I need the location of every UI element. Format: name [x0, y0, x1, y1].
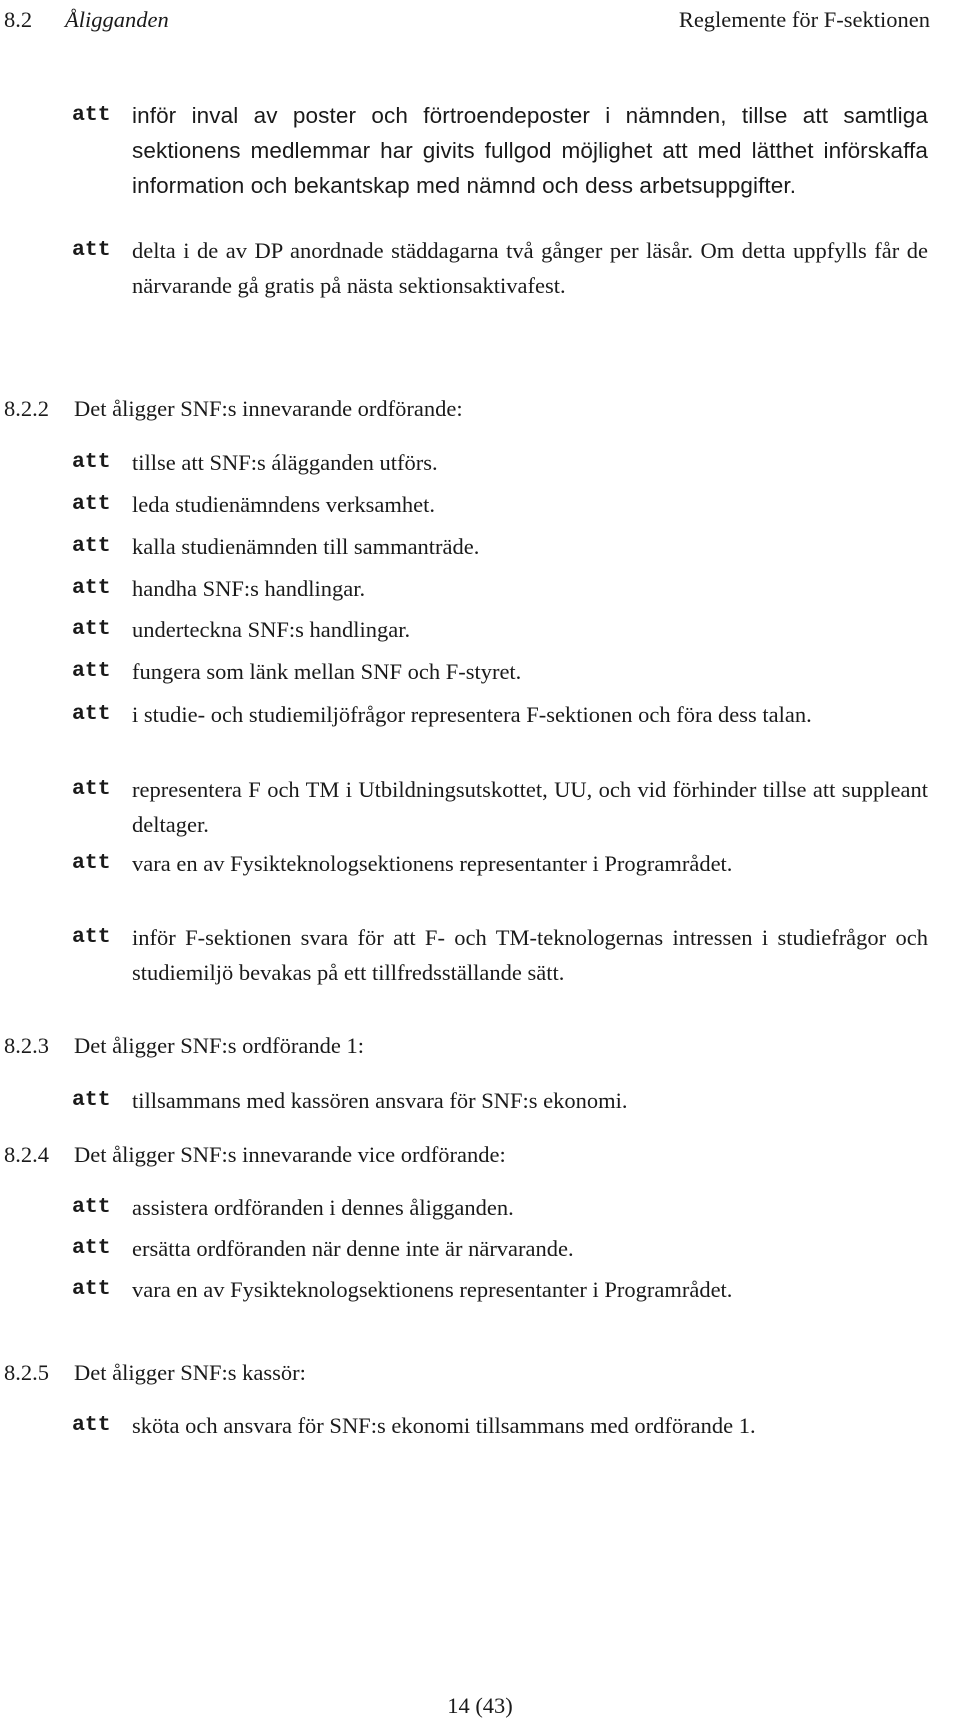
section-number: 8.2.4	[4, 1142, 49, 1167]
page-number: 14 (43)	[447, 1693, 513, 1718]
list-item-text: kalla studienämnden till sammanträde.	[132, 534, 480, 559]
header-document-title: Reglemente för F-sektionen	[678, 7, 930, 32]
list-item-text: inför inval av poster och förtroendeposter i nämnden, tillse att samtliga sektionens medlemmar har givits fullgod möjlighet att med lätthet införskaffa information och bekantskap med nämnd och dess arbetsuppgifter.	[132, 103, 928, 198]
section-title: Det åligger SNF:s kassör:	[74, 1360, 306, 1385]
att-keyword: att	[72, 659, 111, 683]
att-keyword: att	[72, 1088, 111, 1112]
list-item-text: vara en av Fysikteknologsektionens representanter i Programrådet.	[132, 1277, 733, 1302]
list-item-text: vara en av Fysikteknologsektionens representanter i Programrådet.	[132, 851, 733, 876]
list-item-text: sköta och ansvara för SNF:s ekonomi tillsammans med ordförande 1.	[132, 1413, 756, 1438]
list-item-text: delta i de av DP anordnade städdagarna två gånger per läsår. Om detta uppfylls får de närvarande gå gratis på nästa sektionsaktivafest.	[132, 238, 928, 298]
header-section-title: Åligganden	[65, 7, 169, 32]
att-keyword: att	[72, 450, 111, 474]
att-keyword: att	[72, 1413, 111, 1437]
att-keyword: att	[72, 925, 111, 949]
list-item-text: inför F-sektionen svara för att F- och TM-teknologernas intressen i studiefrågor och studiemiljö bevakas på ett tillfredsställande sätt.	[132, 925, 928, 985]
att-keyword: att	[72, 1277, 111, 1301]
list-item-text: tillsammans med kassören ansvara för SNF:s ekonomi.	[132, 1088, 628, 1113]
section-number: 8.2.3	[4, 1033, 49, 1058]
list-item-text: i studie- och studiemiljöfrågor representera F-sektionen och föra dess talan.	[132, 702, 812, 727]
section-title: Det åligger SNF:s ordförande 1:	[74, 1033, 364, 1058]
list-item-text: handha SNF:s handlingar.	[132, 576, 366, 601]
att-keyword: att	[72, 103, 111, 127]
att-keyword: att	[72, 492, 111, 516]
att-keyword: att	[72, 702, 111, 726]
list-item-text: ersätta ordföranden när denne inte är närvarande.	[132, 1236, 574, 1261]
list-item-text: tillse att SNF:s álägganden utförs.	[132, 450, 438, 475]
att-keyword: att	[72, 534, 111, 558]
att-keyword: att	[72, 576, 111, 600]
section-title: Det åligger SNF:s innevarande vice ordförande:	[74, 1142, 506, 1167]
list-item-text: assistera ordföranden i dennes åligganden.	[132, 1195, 514, 1220]
att-keyword: att	[72, 1236, 111, 1260]
list-item-text: leda studienämndens verksamhet.	[132, 492, 436, 517]
att-keyword: att	[72, 851, 111, 875]
list-item-text: fungera som länk mellan SNF och F-styret.	[132, 659, 522, 684]
section-number: 8.2.5	[4, 1360, 49, 1385]
att-keyword: att	[72, 1195, 111, 1219]
section-number: 8.2.2	[4, 396, 49, 421]
att-keyword: att	[72, 617, 111, 641]
section-title: Det åligger SNF:s innevarande ordförande:	[74, 396, 463, 421]
list-item-text: underteckna SNF:s handlingar.	[132, 617, 411, 642]
page-header	[4, 2, 930, 38]
header-section-number: 8.2	[4, 7, 33, 32]
att-keyword: att	[72, 777, 111, 801]
list-item-text: representera F och TM i Utbildningsutskottet, UU, och vid förhinder tillse att suppleant deltager.	[132, 777, 928, 837]
att-keyword: att	[72, 238, 111, 262]
